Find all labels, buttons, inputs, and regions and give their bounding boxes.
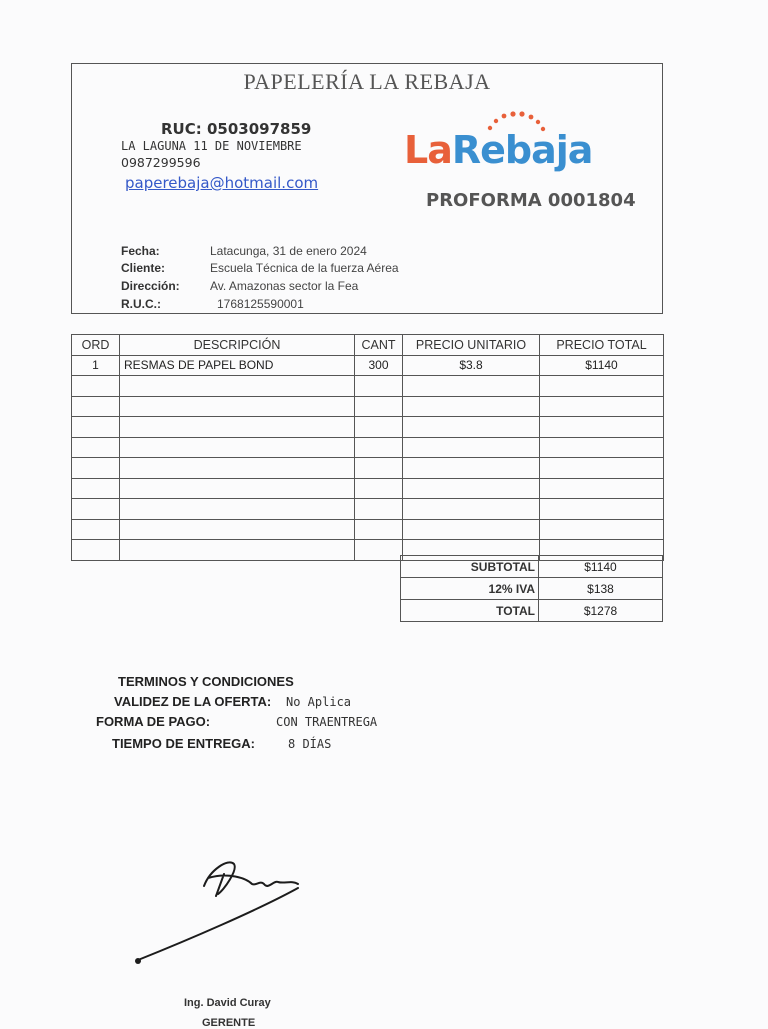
table-row-empty (72, 417, 664, 438)
signature-image (128, 850, 318, 970)
shop-phone: 0987299596 (121, 155, 201, 170)
info-value: Escuela Técnica de la fuerza Aérea (210, 261, 399, 275)
cell-precio-unitario: $3.8 (403, 355, 540, 376)
info-label: R.U.C.: (121, 297, 161, 311)
table-row-empty (72, 478, 664, 499)
totals-table (400, 555, 663, 622)
totals-value: $1140 (539, 556, 663, 578)
signer-name: Ing. David Curay (184, 997, 271, 1009)
ruc-number: RUC: 0503097859 (161, 120, 312, 138)
info-value: Latacunga, 31 de enero 2024 (210, 244, 367, 258)
table-row-empty (72, 396, 664, 417)
info-label: Dirección: (121, 279, 180, 293)
cell-descripcion: RESMAS DE PAPEL BOND (120, 355, 355, 376)
table-row-empty (72, 458, 664, 479)
validez-label: VALIDEZ DE LA OFERTA: (114, 694, 272, 709)
table-row-empty (72, 519, 664, 540)
shop-email-link[interactable]: paperebaja@hotmail.com (125, 174, 319, 192)
totals-label: SUBTOTAL (401, 556, 539, 578)
shop-address: LA LAGUNA 11 DE NOVIEMBRE (121, 139, 302, 153)
terms-title: TERMINOS Y CONDICIONES (118, 674, 294, 689)
entrega-label: TIEMPO DE ENTREGA: (112, 736, 256, 751)
info-value: 1768125590001 (217, 297, 304, 311)
col-header-ord: ORD (72, 335, 120, 356)
pago-label: FORMA DE PAGO: (96, 714, 211, 729)
totals-value: $138 (539, 578, 663, 600)
signer-title: GERENTE (202, 1017, 256, 1029)
totals-label: 12% IVA (401, 578, 539, 600)
info-label: Cliente: (121, 261, 166, 275)
table-row-empty (72, 376, 664, 397)
info-label: Fecha: (121, 244, 160, 258)
header-box (71, 63, 663, 314)
totals-row-subtotal (401, 556, 663, 578)
totals-label: TOTAL (401, 600, 539, 622)
pago-value: CON TRAENTREGA (276, 715, 378, 729)
validez-value: No Aplica (286, 695, 352, 709)
table-header-row (72, 335, 664, 356)
col-header-descripcion: DESCRIPCIÓN (120, 335, 355, 356)
col-header-precio-unitario: PRECIO UNITARIO (403, 335, 540, 356)
logo-wordmark: LaRebaja (404, 128, 593, 172)
cell-cant: 300 (355, 355, 403, 376)
larebaja-logo (404, 106, 604, 178)
cell-ord: 1 (72, 355, 120, 376)
info-value: Av. Amazonas sector la Fea (210, 279, 359, 293)
table-row-empty (72, 499, 664, 520)
col-header-cant: CANT (355, 335, 403, 356)
totals-row-iva (401, 578, 663, 600)
shop-name: PAPELERÍA LA REBAJA (243, 69, 491, 94)
table-row (72, 355, 664, 376)
proforma-number: PROFORMA 0001804 (426, 190, 636, 211)
totals-value: $1278 (539, 600, 663, 622)
table-row-empty (72, 437, 664, 458)
items-table (71, 334, 664, 561)
entrega-value: 8 DÍAS (288, 737, 332, 751)
col-header-precio-total: PRECIO TOTAL (540, 335, 664, 356)
totals-row-total (401, 600, 663, 622)
cell-precio-total: $1140 (540, 355, 664, 376)
